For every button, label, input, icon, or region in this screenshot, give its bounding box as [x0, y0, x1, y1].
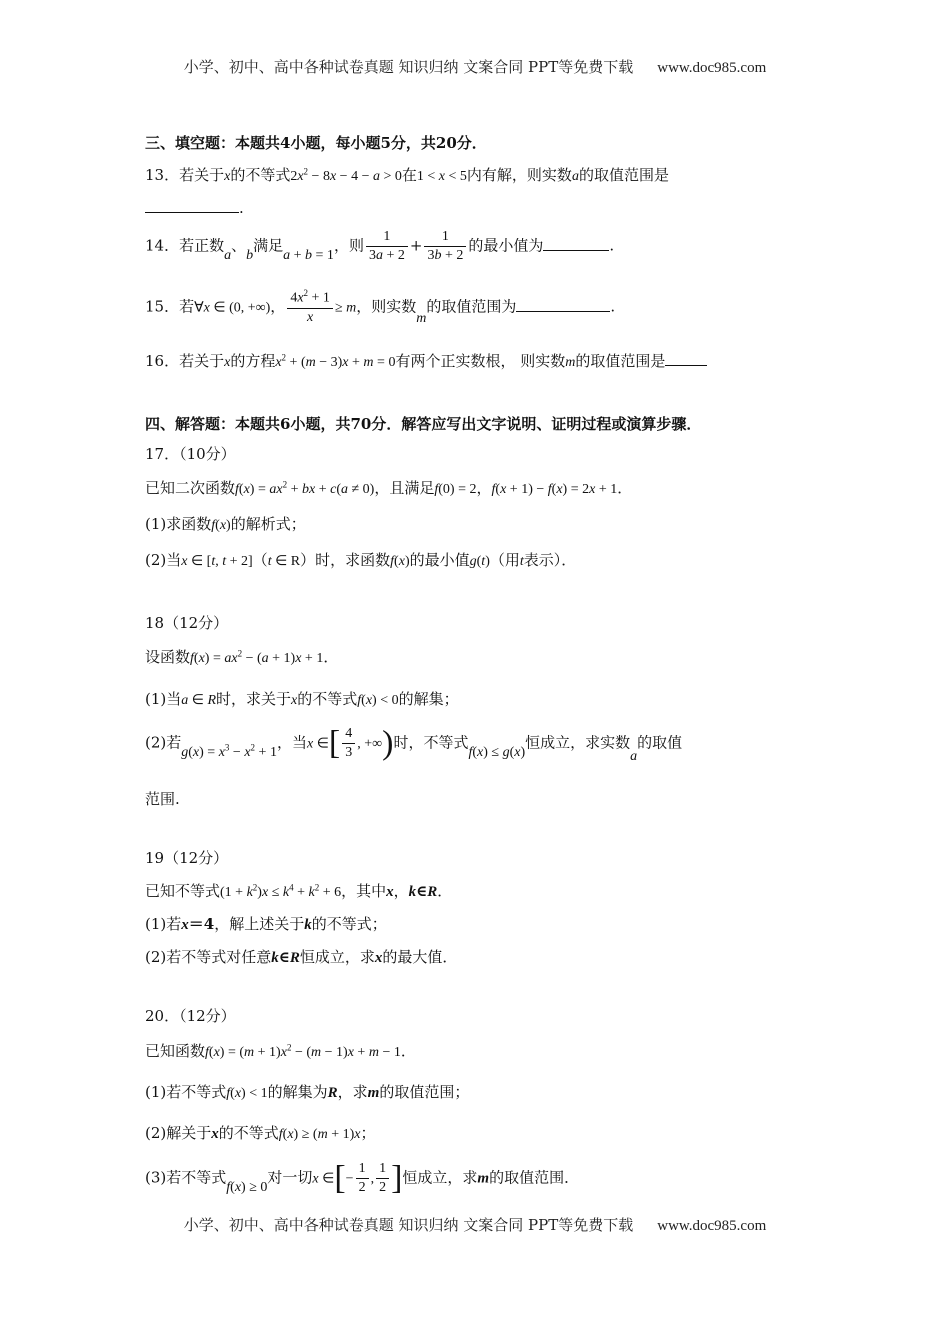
question-17-title: 17．（10分）: [145, 445, 236, 463]
section-4-title: 四、解答题：本题共6小题，共70分．解答应写出文字说明、证明过程或演算步骤．: [145, 415, 702, 433]
question-18-title: 18（12分）: [145, 614, 229, 632]
question-20-part-2: (2)解关于x的不等式f(x) ≥ (m + 1)x；: [145, 1124, 376, 1142]
question-19-title: 19（12分）: [145, 849, 229, 867]
question-18-part-2-cont: 范围.: [145, 790, 180, 808]
question-18-stem: 设函数$f(x) = ax^2 - (a + 1)x + 1$．: [145, 648, 339, 666]
header-url[interactable]: www.doc985.com: [657, 60, 767, 76]
question-14: 14．若正数a、b满足a + b = 1，则 $\frac{1}{3a + 2}$ + $\frac{1}{3b + 2}$ 的最小值为 .: [145, 229, 615, 264]
page-footer: 小学、初中、高中各种试卷真题 知识归纳 文案合同 PPT等免费下载 www.doc985.com: [183, 1216, 767, 1234]
page-header: 小学、初中、高中各种试卷真题 知识归纳 文案合同 PPT等免费下载 www.doc985.com: [183, 58, 767, 76]
question-19-part-1: (1)若x＝4，解上述关于k的不等式；: [145, 915, 387, 933]
question-17-part-1: (1)求函数f(x)的解析式；: [145, 515, 306, 533]
question-19-stem: 已知不等式$(1 + k^2)x \le k^4 + k^2 + 6$，其中x，k∈R．: [145, 882, 453, 900]
question-17-part-2: (2)当x ∈ [t, t + 2]（t ∈ R）时，求函数f(x)的最小值g(t)（用t表示）．: [145, 551, 577, 569]
footer-url[interactable]: www.doc985.com: [657, 1218, 767, 1234]
question-19-part-2: (2)若不等式对任意k∈R恒成立，求x的最大值．: [145, 948, 458, 966]
question-15: 15．若∀x ∈ (0, +∞)， $\frac{4x^2 + 1}{x}$ ≥ m，则实数m的取值范围为 .: [145, 288, 616, 326]
question-16: 16．若关于x的方程$x^2 + (m - 3)x + m = 0$有两个正实数根， 则实数m的取值范围是: [145, 351, 707, 372]
question-20-stem: 已知函数$f(x) = (m + 1)x^2 - (m - 1)x + m - 1$．: [145, 1042, 416, 1060]
question-13-blank: .: [145, 198, 244, 217]
question-20-part-3: (3)若不等式f(x) ≥ 0对一切x ∈[− $\frac{1}{2}$ , $\frac{1}{2}$ ]恒成立，求m的取值范围．: [145, 1159, 580, 1197]
question-18-part-2: (2)若$g(x) = x^3 - x^2 + 1$，当x ∈[ $\frac{4}{3}$ , +∞)时，不等式f(x) ≤ g(x)恒成立，求实数a的取值: [145, 724, 683, 764]
question-17-stem: 已知二次函数$f(x) = ax^2$ + bx + c(a ≠ 0)，且满足f(0) = 2，f(x + 1) − f(x) = 2x + 1．: [145, 479, 633, 497]
question-20-part-1: (1)若不等式f(x) < 1的解集为R，求m的取值范围；: [145, 1083, 470, 1101]
question-20-title: 20．（12分）: [145, 1007, 236, 1025]
question-13: 13．若关于x的不等式$2x^2 - 8x - 4 - a > 0$在1 < x < 5内有解，则实数a的取值范围是: [145, 166, 669, 184]
question-18-part-1: (1)当a ∈ R时，求关于x的不等式f(x) < 0的解集；: [145, 690, 459, 708]
section-3-title: 三、填空题：本题共4小题，每小题5分，共20分．: [145, 134, 487, 152]
